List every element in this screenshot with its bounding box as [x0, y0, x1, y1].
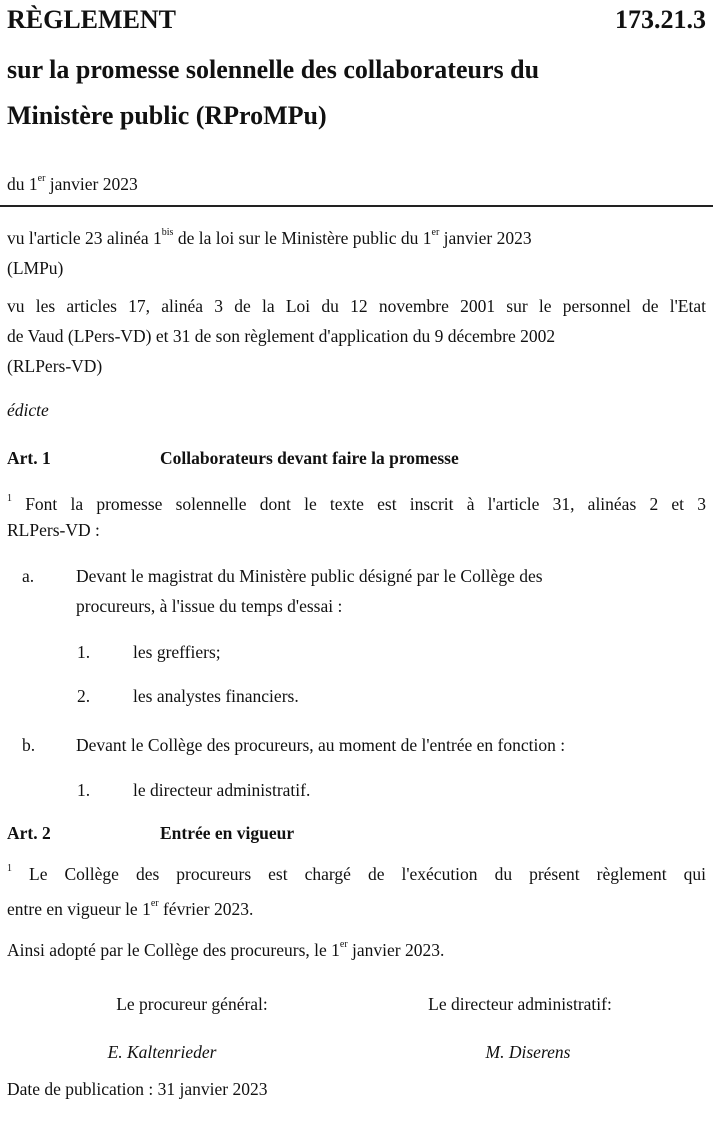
art2-para1-line1	[7, 862, 706, 886]
date-text-end: janvier 2023	[45, 174, 138, 194]
item-a2-text: les analystes financiers.	[133, 686, 299, 706]
publication-date: Date de publication : 31 janvier 2023	[7, 1079, 268, 1099]
item-a1-text: les greffiers;	[133, 642, 221, 662]
signature-right-name: M. Diserens	[485, 1042, 571, 1062]
date-superscript: er	[150, 898, 159, 910]
item-a1-label: 1.	[77, 642, 91, 662]
paragraph-text: Le Collège des procureurs est chargé de l'exécution du présent règlement qui	[12, 864, 706, 884]
item-a2-label: 2.	[77, 686, 91, 706]
paragraph-text: entre en vigueur le 1	[7, 899, 151, 919]
date-text: du 1	[7, 174, 38, 194]
paragraph-text: février 2023.	[158, 899, 254, 919]
signature-left-role: Le procureur général:	[116, 994, 268, 1014]
preamble-superscript: er	[431, 227, 440, 239]
item-b1-text: le directeur administratif.	[133, 780, 311, 800]
preamble-text: vu l'article 23 alinéa 1	[7, 228, 162, 248]
art2-number: Art. 2	[7, 823, 51, 843]
preamble-lpers-line2: de Vaud (LPers-VD) et 31 de son règlement d'application du 9 décembre 2002	[7, 326, 556, 346]
art2-para1-line2	[7, 897, 253, 921]
date-superscript: er	[37, 173, 46, 185]
document-date	[7, 172, 138, 196]
item-a-label: a.	[22, 566, 35, 586]
paragraph-number: 1	[7, 863, 12, 875]
document-type: RÈGLEMENT	[7, 5, 177, 34]
adoption-text: janvier 2023.	[347, 940, 445, 960]
preamble-lmpu-line1	[7, 226, 532, 250]
art1-number: Art. 1	[7, 448, 51, 468]
enacts-label: édicte	[7, 400, 49, 420]
art1-para1-line2: RLPers-VD :	[7, 520, 100, 540]
paragraph-text: Font la promesse solennelle dont le texte est inscrit à l'article 31, alinéas 2 et 3	[12, 494, 706, 514]
signature-right-role: Le directeur administratif:	[428, 994, 612, 1014]
preamble-superscript: bis	[161, 227, 174, 239]
document-title-line1: sur la promesse solennelle des collaborateurs du	[7, 55, 540, 84]
preamble-lmpu-line2: (LMPu)	[7, 258, 64, 278]
document-number: 173.21.3	[615, 5, 706, 34]
adoption-text: Ainsi adopté par le Collège des procureurs, le 1	[7, 940, 340, 960]
preamble-lpers-line3: (RLPers-VD)	[7, 356, 103, 376]
preamble-text: janvier 2023	[439, 228, 532, 248]
item-b-label: b.	[22, 735, 36, 755]
item-a-line2: procureurs, à l'issue du temps d'essai :	[76, 596, 343, 616]
document-title-line2: Ministère public (RProMPu)	[7, 101, 327, 130]
adoption-statement	[7, 938, 444, 962]
header-rule	[0, 205, 713, 207]
item-a-line1: Devant le magistrat du Ministère public désigné par le Collège des	[76, 566, 543, 586]
art2-title: Entrée en vigueur	[160, 823, 295, 843]
signature-left-name: E. Kaltenrieder	[107, 1042, 217, 1062]
date-superscript: er	[339, 939, 348, 951]
item-b-line1: Devant le Collège des procureurs, au moment de l'entrée en fonction :	[76, 735, 566, 755]
art1-para1-line1	[7, 492, 706, 516]
art1-title: Collaborateurs devant faire la promesse	[160, 448, 459, 468]
preamble-lpers-line1: vu les articles 17, alinéa 3 de la Loi du 12 novembre 2001 sur le personnel de l'Etat	[7, 296, 706, 316]
preamble-text: de la loi sur le Ministère public du 1	[173, 228, 432, 248]
paragraph-number: 1	[7, 493, 12, 505]
item-b1-label: 1.	[77, 780, 91, 800]
